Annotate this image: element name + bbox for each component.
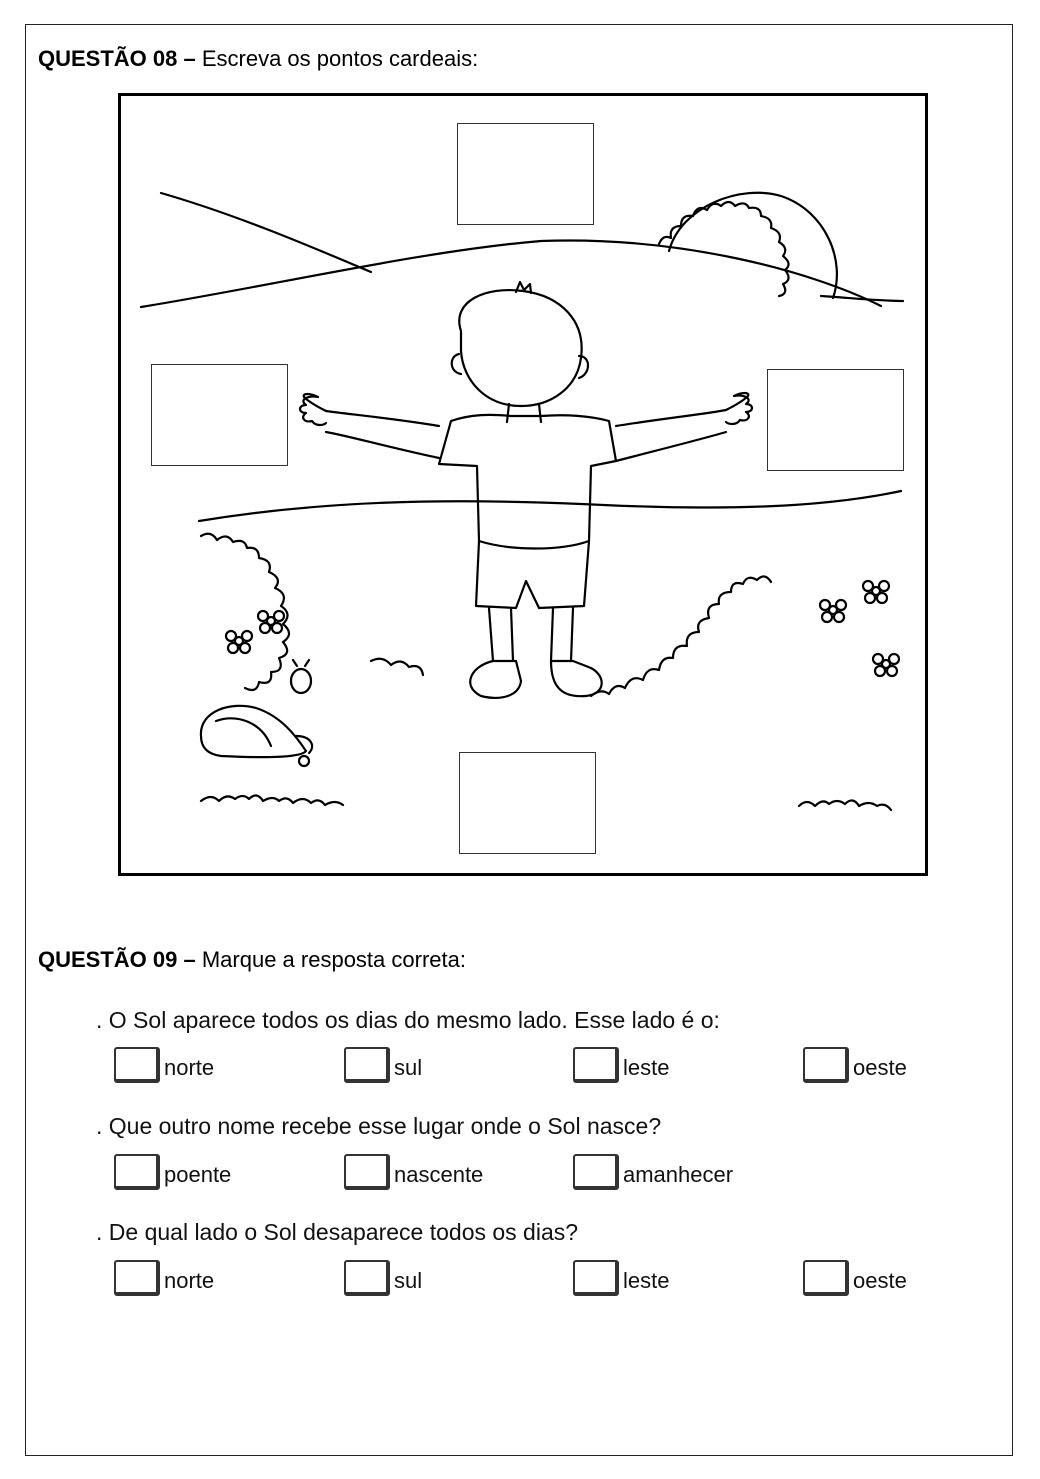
option-oeste[interactable] — [803, 1256, 907, 1296]
bush-left-ground — [371, 659, 423, 675]
boy-legs — [489, 608, 573, 661]
option-norte[interactable] — [114, 1043, 214, 1083]
option-label: norte — [164, 1055, 215, 1080]
rock — [201, 706, 306, 757]
question-09-title — [38, 947, 466, 973]
checkbox[interactable] — [573, 1047, 619, 1083]
grass-right — [799, 800, 891, 810]
question-08-number: QUESTÃO 08 – — [38, 46, 196, 71]
hill-line-left — [161, 193, 371, 272]
checkbox[interactable] — [114, 1047, 160, 1083]
option-label: norte — [164, 1268, 215, 1293]
boy-head — [459, 290, 581, 406]
ladybug — [291, 669, 311, 693]
answer-box-south[interactable] — [459, 752, 596, 854]
boy-arm-left — [326, 411, 439, 458]
cardinal-points-illustration — [118, 93, 928, 876]
question-08-title — [38, 46, 478, 72]
checkbox[interactable] — [573, 1260, 619, 1296]
boy-arm-right — [616, 410, 726, 461]
checkbox[interactable] — [573, 1154, 619, 1190]
option-label: nascente — [394, 1162, 484, 1187]
boy-shorts — [476, 541, 589, 608]
option-label: amanhecer — [623, 1162, 734, 1187]
option-label: sul — [394, 1268, 423, 1293]
boy-shirt — [439, 415, 616, 549]
boy-ear-left — [452, 354, 461, 374]
option-sul[interactable] — [344, 1256, 422, 1296]
option-label: poente — [164, 1162, 232, 1187]
option-amanhecer[interactable] — [573, 1150, 733, 1190]
boy-hand-left — [300, 394, 326, 425]
hill-line-back — [141, 241, 881, 307]
question-09-number: QUESTÃO 09 – — [38, 947, 196, 972]
option-leste[interactable] — [573, 1256, 669, 1296]
checkbox[interactable] — [803, 1260, 849, 1296]
checkbox[interactable] — [114, 1154, 160, 1190]
option-sul[interactable] — [344, 1043, 422, 1083]
boy-shoe-right — [551, 661, 602, 696]
checkbox[interactable] — [344, 1154, 390, 1190]
checkbox[interactable] — [114, 1260, 160, 1296]
question-09-item-3: . De qual lado o Sol desaparece todos os dias? — [96, 1219, 579, 1245]
option-label: oeste — [853, 1055, 907, 1080]
option-label: leste — [623, 1268, 670, 1293]
boy-hand-right — [726, 393, 752, 424]
option-poente[interactable] — [114, 1150, 231, 1190]
option-label: oeste — [853, 1268, 907, 1293]
bush-right-outline — [591, 576, 771, 696]
grass-left — [201, 795, 343, 805]
checkbox[interactable] — [344, 1047, 390, 1083]
option-leste[interactable] — [573, 1043, 669, 1083]
option-nascente[interactable] — [344, 1150, 483, 1190]
answer-box-west[interactable] — [151, 364, 288, 466]
question-09-item-2: . Que outro nome recebe esse lugar onde o Sol nasce? — [96, 1113, 662, 1139]
question-09-text: Marque a resposta correta: — [201, 947, 466, 972]
answer-box-east[interactable] — [767, 369, 904, 471]
hill-line-middle — [199, 491, 901, 521]
option-label: sul — [394, 1055, 423, 1080]
question-09-item-1: . O Sol aparece todos os dias do mesmo lado. Esse lado é o: — [96, 1007, 720, 1033]
boy-shoe-left — [470, 661, 521, 698]
option-oeste[interactable] — [803, 1043, 907, 1083]
option-norte[interactable] — [114, 1256, 214, 1296]
question-08-text: Escreva os pontos cardeais: — [201, 46, 479, 71]
option-label: leste — [623, 1055, 670, 1080]
answer-box-north[interactable] — [457, 123, 594, 225]
checkbox[interactable] — [803, 1047, 849, 1083]
checkbox[interactable] — [344, 1260, 390, 1296]
